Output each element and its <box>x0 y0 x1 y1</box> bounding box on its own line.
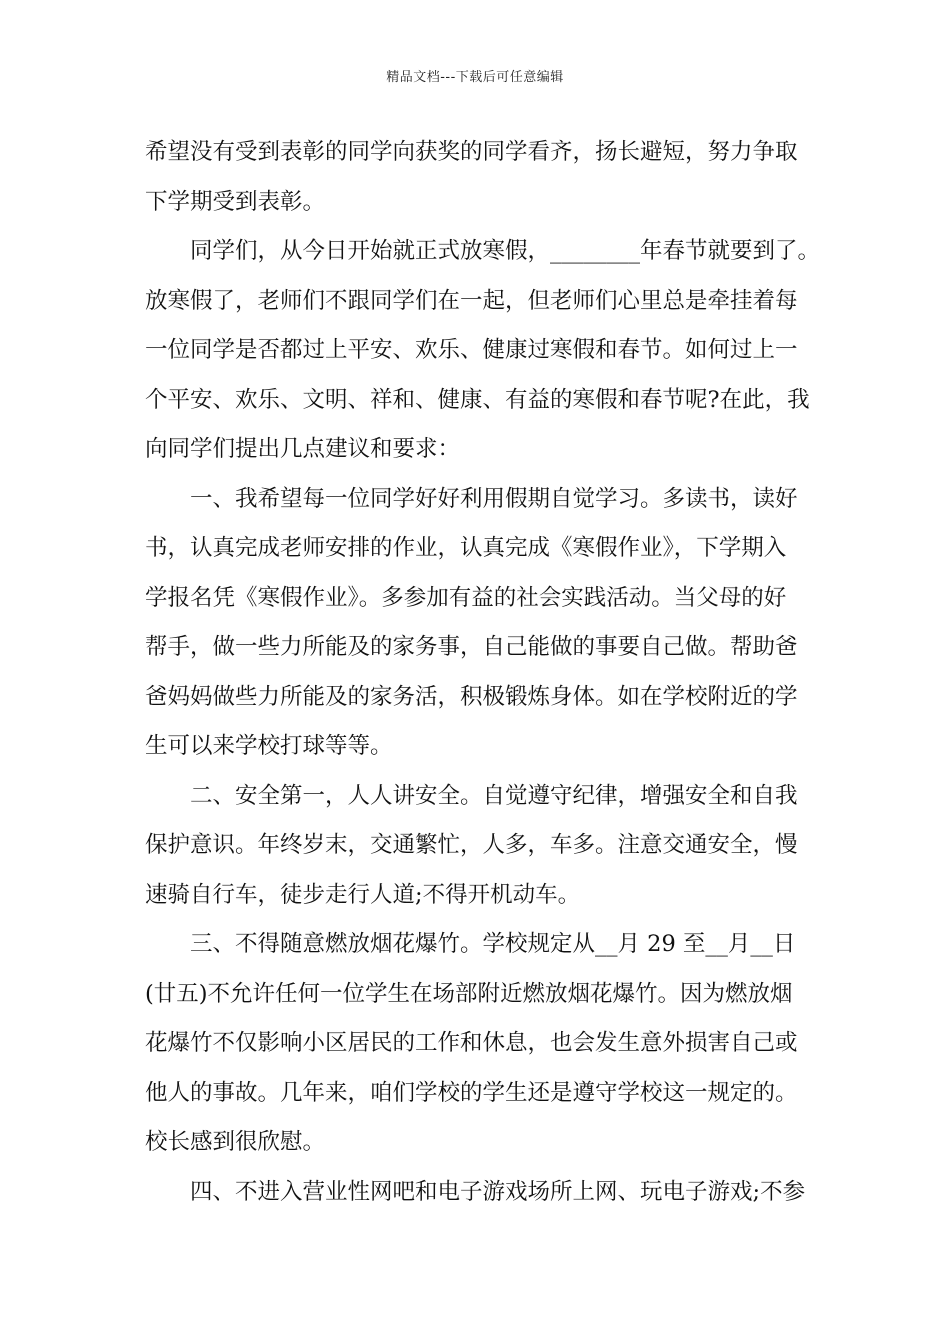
text-line: 花爆竹不仅影响小区居民的工作和休息，也会发生意外损害自己或 <box>145 1030 798 1056</box>
paragraph-start-line: 三、不得随意燃放烟花爆竹。学校规定从__月 29 至__月__日 <box>190 931 796 957</box>
text-line: (廿五)不允许任何一位学生在场部附近燃放烟花爆竹。因为燃放烟 <box>145 980 793 1007</box>
paragraph-start-line: 二、安全第一，人人讲安全。自觉遵守纪律，增强安全和自我 <box>190 782 798 809</box>
page-header: 精品文档---下载后可任意编辑 <box>386 70 564 85</box>
paragraph-start-line: 一、我希望每一位同学好好利用假期自觉学习。多读书，读好 <box>190 485 798 512</box>
text-line: 放寒假了，老师们不跟同学们在一起，但老师们心里总是牵挂着每 <box>145 287 798 314</box>
text-line: 保护意识。年终岁末，交通繁忙，人多，车多。注意交通安全，慢 <box>145 832 798 858</box>
text-line: 学报名凭《寒假作业》。多参加有益的社会实践活动。当父母的好 <box>145 584 787 611</box>
text-line: 一位同学是否都过上平安、欢乐、健康过寒假和春节。如何过上一 <box>145 337 798 363</box>
text-line: 下学期受到表彰。 <box>145 188 326 215</box>
text-line: 生可以来学校打球等等。 <box>145 733 393 759</box>
text-line: 个平安、欢乐、文明、祥和、健康、有益的寒假和春节呢?在此，我 <box>145 386 810 413</box>
text-line: 速骑自行车，徒步走行人道;不得开机动车。 <box>145 881 581 908</box>
paragraph-start-line: 同学们，从今日开始就正式放寒假，________年春节就要到了。 <box>190 238 821 264</box>
paragraph-start-line: 四、不进入营业性网吧和电子游戏场所上网、玩电子游戏;不参 <box>190 1178 806 1205</box>
document-body <box>145 128 825 1217</box>
text-line: 他人的事故。几年来，咱们学校的学生还是遵守学校这一规定的。 <box>145 1079 798 1106</box>
text-line: 爸妈妈做些力所能及的家务活，积极锻炼身体。如在学校附近的学 <box>145 683 798 710</box>
text-line: 帮手，做一些力所能及的家务事，自己能做的事要自己做。帮助爸 <box>145 634 798 660</box>
text-line: 希望没有受到表彰的同学向获奖的同学看齐，扬长避短，努力争取 <box>145 139 798 165</box>
text-line: 书，认真完成老师安排的作业，认真完成《寒假作业》，下学期入 <box>145 535 787 561</box>
text-line: 向同学们提出几点建议和要求： <box>145 436 461 462</box>
text-line: 校长感到很欣慰。 <box>145 1129 326 1155</box>
